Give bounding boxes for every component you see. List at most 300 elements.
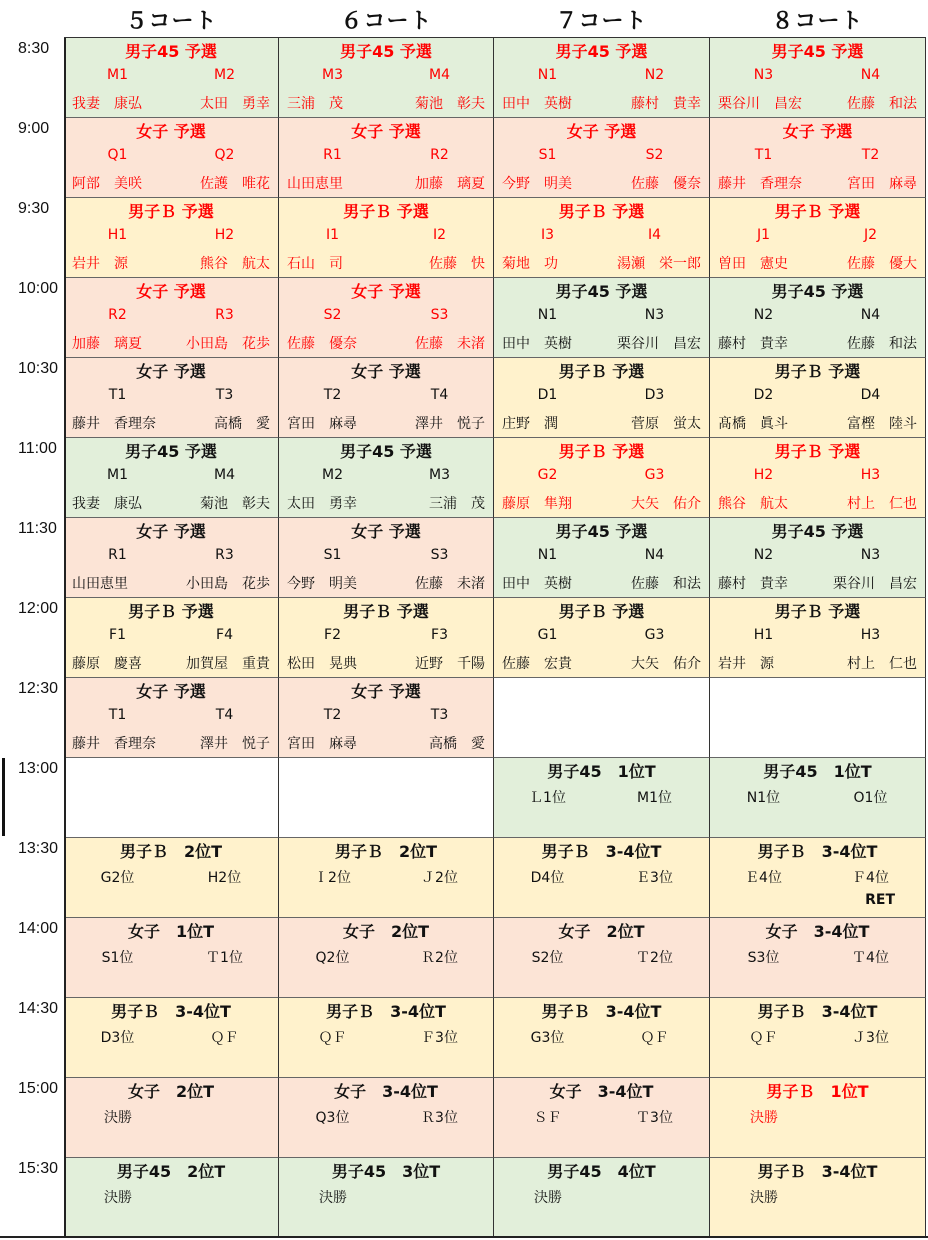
event-title: 女子 予選 xyxy=(351,362,421,381)
event-title: 女子 予選 xyxy=(136,682,206,701)
match-cell xyxy=(64,198,279,278)
match-cell xyxy=(494,358,710,438)
time-row xyxy=(0,1078,928,1158)
player-right: 小田島 花歩 xyxy=(186,576,270,592)
slot-right: H2 xyxy=(214,227,235,243)
time-row xyxy=(0,678,928,758)
slot-left: N2 xyxy=(753,307,774,323)
grid-top-border xyxy=(64,37,926,38)
player-left: 今野 明美 xyxy=(287,576,357,592)
event-title: 男子45 予選 xyxy=(555,282,648,301)
match-cell xyxy=(279,598,494,678)
player-left: 髙橋 眞斗 xyxy=(718,416,788,432)
slot-left: T1 xyxy=(754,147,773,163)
time-row xyxy=(0,198,928,278)
event-title: 男子Ｂ 予選 xyxy=(774,602,861,621)
slot-left: D4位 xyxy=(530,870,565,886)
court-title-5: ５コート xyxy=(125,9,218,34)
match-cell xyxy=(494,278,710,358)
match-cell xyxy=(710,1158,926,1238)
player-left: 庄野 潤 xyxy=(502,416,558,432)
player-left: 宮田 麻尋 xyxy=(287,416,357,432)
court-title-6: ６コート xyxy=(340,9,433,34)
slot-left: I3 xyxy=(540,227,555,243)
player-right: 藤村 貴幸 xyxy=(631,96,701,112)
match-cell xyxy=(494,678,710,758)
time-row xyxy=(0,118,928,198)
event-title: 男子45 2位T xyxy=(116,1162,226,1181)
slot-left: S2位 xyxy=(531,950,564,966)
time-label: 10:30 xyxy=(18,360,59,377)
player-left: 菊地 功 xyxy=(502,256,558,272)
slot-right: N3 xyxy=(644,307,665,323)
slot-right: O1位 xyxy=(853,790,888,806)
slot-left: S1位 xyxy=(101,950,134,966)
player-right: 高橋 愛 xyxy=(214,416,270,432)
event-title: 女子 3-4位T xyxy=(765,922,870,941)
slot-right: N4 xyxy=(644,547,665,563)
slot-right: G3 xyxy=(644,467,665,483)
match-cell xyxy=(710,678,926,758)
slot-right: D4 xyxy=(860,387,881,403)
slot-right: F3 xyxy=(431,627,448,643)
event-title: 男子Ｂ 3-4位T xyxy=(111,1002,231,1021)
player-left: 我妻 康弘 xyxy=(72,496,142,512)
player-right: 大矢 佑介 xyxy=(631,496,701,512)
event-title: 女子 予選 xyxy=(351,122,421,141)
match-cell xyxy=(64,1158,279,1238)
slot-left: M1 xyxy=(107,467,128,483)
slot-right: Ｒ3位 xyxy=(421,1110,458,1126)
player-right: 澤井 悦子 xyxy=(415,416,485,432)
player-right: 佐藤 未渚 xyxy=(415,336,485,352)
time-label: 10:00 xyxy=(18,280,59,297)
slot-right: Ｔ2位 xyxy=(636,950,673,966)
match-cell xyxy=(710,438,926,518)
event-title: 女子 予選 xyxy=(136,362,206,381)
time-label: 13:30 xyxy=(18,840,59,857)
player-right: 高橋 愛 xyxy=(429,736,485,752)
match-cell xyxy=(279,438,494,518)
slot-left: Q2位 xyxy=(315,950,350,966)
match-cell xyxy=(279,918,494,998)
time-label: 12:00 xyxy=(18,600,59,617)
time-label: 15:30 xyxy=(18,1160,59,1177)
event-title: 女子 予選 xyxy=(136,522,206,541)
match-cell xyxy=(710,918,926,998)
time-row xyxy=(0,998,928,1078)
player-right: 太田 勇幸 xyxy=(200,96,270,112)
match-cell xyxy=(710,518,926,598)
slot-right: T4 xyxy=(215,707,234,723)
slot-right: T3 xyxy=(215,387,234,403)
grid-left-border xyxy=(64,38,66,1238)
event-title: 男子Ｂ 予選 xyxy=(774,362,861,381)
event-title: 女子 2位T xyxy=(127,1082,215,1101)
retire-label: RET xyxy=(865,892,895,908)
slot-left: F1 xyxy=(109,627,126,643)
match-cell xyxy=(710,758,926,838)
slot-right: M1位 xyxy=(637,790,672,806)
time-label: 14:30 xyxy=(18,1000,59,1017)
slot-right: T3 xyxy=(430,707,449,723)
event-title: 女子 3-4位T xyxy=(334,1082,438,1101)
match-cell xyxy=(710,1078,926,1158)
slot-right: Ｅ3位 xyxy=(636,870,673,886)
slot-left: R1 xyxy=(323,147,342,163)
slot-right: S3 xyxy=(430,547,449,563)
match-cell xyxy=(64,598,279,678)
player-right: 栗谷川 昌宏 xyxy=(833,576,917,592)
player-left: 佐藤 優奈 xyxy=(287,336,357,352)
event-title: 男子Ｂ 予選 xyxy=(558,442,645,461)
event-title: 男子45 予選 xyxy=(340,42,432,61)
match-cell xyxy=(64,118,279,198)
player-right: 菊池 彰夫 xyxy=(415,96,485,112)
match-cell xyxy=(710,278,926,358)
slot-right: I4 xyxy=(647,227,662,243)
event-title: 男子45 予選 xyxy=(125,442,217,461)
match-cell xyxy=(279,358,494,438)
player-right: 村上 仁也 xyxy=(847,496,917,512)
time-label: 14:00 xyxy=(18,920,59,937)
player-right: 菊池 彰夫 xyxy=(200,496,270,512)
match-cell xyxy=(710,598,926,678)
match-cell xyxy=(64,1078,279,1158)
match-cell xyxy=(64,758,279,838)
player-left: 栗谷川 昌宏 xyxy=(718,96,802,112)
final-label: 決勝 xyxy=(750,1190,778,1206)
slot-left: D2 xyxy=(753,387,774,403)
match-cell xyxy=(64,278,279,358)
player-left: 熊谷 航太 xyxy=(718,496,788,512)
slot-right: T4 xyxy=(430,387,449,403)
match-cell xyxy=(710,38,926,118)
match-cell xyxy=(64,38,279,118)
player-right: 佐藤 未渚 xyxy=(415,576,485,592)
player-right: 三浦 茂 xyxy=(429,496,485,512)
event-title: 男子Ｂ 3-4位T xyxy=(757,842,878,861)
slot-left: ＱＦ xyxy=(318,1030,347,1046)
match-cell xyxy=(494,518,710,598)
event-title: 男子Ｂ 2位T xyxy=(119,842,223,861)
event-title: 女子 予選 xyxy=(351,282,421,301)
slot-left: F2 xyxy=(324,627,341,643)
player-right: 湯瀬 栄一郎 xyxy=(617,256,701,272)
match-cell xyxy=(710,198,926,278)
slot-right: M4 xyxy=(214,467,235,483)
slot-right: Ｊ2位 xyxy=(421,870,458,886)
match-cell xyxy=(64,438,279,518)
match-cell xyxy=(710,118,926,198)
event-title: 女子 予選 xyxy=(566,122,637,141)
match-cell xyxy=(64,678,279,758)
player-right: 富樫 陸斗 xyxy=(847,416,917,432)
slot-right: ＱＦ xyxy=(210,1030,239,1046)
event-title: 女子 予選 xyxy=(351,682,421,701)
slot-left: D3位 xyxy=(100,1030,135,1046)
slot-right: M2 xyxy=(214,67,235,83)
slot-left: M2 xyxy=(322,467,343,483)
time-label: 11:30 xyxy=(18,520,57,537)
event-title: 女子 1位T xyxy=(127,922,215,941)
slot-left: J1 xyxy=(756,227,771,243)
slot-left: Q3位 xyxy=(315,1110,350,1126)
player-right: 宮田 麻尋 xyxy=(847,176,917,192)
slot-left: N1 xyxy=(537,547,558,563)
slot-right: M3 xyxy=(429,467,450,483)
slot-left: R1 xyxy=(108,547,127,563)
event-title: 男子Ｂ 予選 xyxy=(558,602,645,621)
player-left: 松田 晃典 xyxy=(287,656,357,672)
time-row xyxy=(0,518,928,598)
event-title: 男子45 予選 xyxy=(771,42,864,61)
player-right: 大矢 佑介 xyxy=(631,656,701,672)
slot-right: R3 xyxy=(215,547,234,563)
match-cell xyxy=(279,758,494,838)
player-right: 加藤 璃夏 xyxy=(415,176,485,192)
time-row xyxy=(0,1158,928,1238)
event-title: 男子Ｂ 予選 xyxy=(128,602,214,621)
time-row xyxy=(0,918,928,998)
slot-left: S1 xyxy=(323,547,342,563)
court-title-8: ８コート xyxy=(771,9,864,34)
slot-right: ＱＦ xyxy=(640,1030,669,1046)
slot-left: ＳＦ xyxy=(533,1110,562,1126)
match-cell xyxy=(494,918,710,998)
slot-left: D1 xyxy=(537,387,558,403)
player-right: 佐藤 快 xyxy=(429,256,485,272)
player-right: 佐藤 和法 xyxy=(631,576,701,592)
player-left: 我妻 康弘 xyxy=(72,96,142,112)
event-title: 男子Ｂ 3-4位T xyxy=(541,1002,662,1021)
player-right: 佐藤 優大 xyxy=(847,256,917,272)
event-title: 男子Ｂ 予選 xyxy=(128,202,214,221)
player-right: 村上 仁也 xyxy=(847,656,917,672)
slot-right: Ｔ3位 xyxy=(636,1110,673,1126)
court-header xyxy=(0,0,928,38)
player-left: 藤井 香理奈 xyxy=(718,176,802,192)
event-title: 男子45 1位T xyxy=(547,762,656,781)
slot-right: Ｆ4位 xyxy=(852,870,889,886)
player-left: 藤原 慶喜 xyxy=(72,656,142,672)
event-title: 男子Ｂ 1位T xyxy=(766,1082,869,1101)
slot-left: H1 xyxy=(753,627,774,643)
event-title: 男子Ｂ 3-4位T xyxy=(757,1162,878,1181)
grid-bottom-border xyxy=(0,1236,928,1238)
event-title: 男子Ｂ 予選 xyxy=(558,202,645,221)
match-cell xyxy=(494,838,710,918)
player-left: 田中 英樹 xyxy=(502,336,572,352)
match-cell xyxy=(710,998,926,1078)
event-title: 男子45 3位T xyxy=(331,1162,441,1181)
match-cell xyxy=(279,998,494,1078)
slot-left: R2 xyxy=(108,307,127,323)
event-title: 男子45 予選 xyxy=(555,42,648,61)
player-left: 藤原 隼翔 xyxy=(502,496,572,512)
slot-right: H3 xyxy=(860,627,881,643)
player-left: 今野 明美 xyxy=(502,176,572,192)
match-cell xyxy=(279,1078,494,1158)
match-cell xyxy=(64,838,279,918)
match-cell xyxy=(64,918,279,998)
final-label: 決勝 xyxy=(750,1110,778,1126)
slot-right: G3 xyxy=(644,627,665,643)
slot-left: G1 xyxy=(537,627,558,643)
time-label: 9:30 xyxy=(18,200,50,217)
slot-left: T1 xyxy=(108,387,127,403)
slot-left: Q1 xyxy=(107,147,128,163)
slot-left: N2 xyxy=(753,547,774,563)
slot-left: Ｉ2位 xyxy=(314,870,351,886)
event-title: 女子 3-4位T xyxy=(549,1082,654,1101)
time-row xyxy=(0,438,928,518)
slot-right: Ｔ4位 xyxy=(852,950,889,966)
slot-left: G2 xyxy=(537,467,558,483)
slot-right: F4 xyxy=(216,627,233,643)
slot-right: S2 xyxy=(645,147,664,163)
match-cell xyxy=(494,1158,710,1238)
time-label: 15:00 xyxy=(18,1080,59,1097)
event-title: 男子Ｂ 予選 xyxy=(343,202,429,221)
player-left: 三浦 茂 xyxy=(287,96,343,112)
time-row xyxy=(0,278,928,358)
time-label: 11:00 xyxy=(18,440,57,457)
event-title: 男子Ｂ 予選 xyxy=(343,602,429,621)
slot-right: Q2 xyxy=(214,147,235,163)
slot-right: N4 xyxy=(860,307,881,323)
slot-right: S3 xyxy=(430,307,449,323)
event-title: 女子 予選 xyxy=(782,122,853,141)
slot-left: M3 xyxy=(322,67,343,83)
time-label: 12:30 xyxy=(18,680,59,697)
court-title-7: ７コート xyxy=(555,9,648,34)
event-title: 男子45 4位T xyxy=(547,1162,656,1181)
player-right: 佐藤 和法 xyxy=(847,96,917,112)
event-title: 男子Ｂ 3-4位T xyxy=(326,1002,446,1021)
player-right: 加賀屋 重貴 xyxy=(186,656,270,672)
match-cell xyxy=(64,518,279,598)
slot-right: I2 xyxy=(432,227,447,243)
player-right: 近野 千陽 xyxy=(415,656,485,672)
time-row xyxy=(0,38,928,118)
match-cell xyxy=(494,598,710,678)
slot-right: R3 xyxy=(215,307,234,323)
event-title: 男子45 予選 xyxy=(771,522,864,541)
player-left: 田中 英樹 xyxy=(502,576,572,592)
match-cell xyxy=(279,38,494,118)
match-cell xyxy=(279,118,494,198)
event-title: 男子Ｂ 予選 xyxy=(774,442,861,461)
match-cell xyxy=(64,358,279,438)
match-cell xyxy=(279,278,494,358)
event-title: 男子Ｂ 予選 xyxy=(558,362,645,381)
event-title: 男子45 予選 xyxy=(555,522,648,541)
player-left: 藤村 貴幸 xyxy=(718,336,788,352)
slot-right: R2 xyxy=(430,147,449,163)
player-left: 藤井 香理奈 xyxy=(72,416,156,432)
player-right: 栗谷川 昌宏 xyxy=(617,336,701,352)
player-right: 熊谷 航太 xyxy=(200,256,270,272)
match-cell xyxy=(494,118,710,198)
event-title: 女子 2位T xyxy=(558,922,645,941)
slot-right: H3 xyxy=(860,467,881,483)
final-label: 決勝 xyxy=(104,1190,132,1206)
slot-left: N3 xyxy=(753,67,774,83)
slot-left: ＱＦ xyxy=(749,1030,778,1046)
match-cell xyxy=(279,518,494,598)
slot-left: G3位 xyxy=(530,1030,565,1046)
time-row xyxy=(0,758,928,838)
player-right: 佐藤 優奈 xyxy=(631,176,701,192)
event-title: 男子45 予選 xyxy=(340,442,432,461)
slot-right: D3 xyxy=(644,387,665,403)
player-left: 佐藤 宏貴 xyxy=(502,656,572,672)
slot-left: T2 xyxy=(323,707,342,723)
slot-left: I1 xyxy=(325,227,340,243)
event-title: 女子 予選 xyxy=(351,522,421,541)
time-row xyxy=(0,598,928,678)
slot-right: N3 xyxy=(860,547,881,563)
event-title: 男子45 予選 xyxy=(125,42,217,61)
time-label: 13:00 xyxy=(18,760,59,777)
slot-right: T2 xyxy=(861,147,880,163)
event-title: 男子Ｂ 予選 xyxy=(774,202,861,221)
player-left: 阿部 美咲 xyxy=(72,176,142,192)
final-label: 決勝 xyxy=(319,1190,347,1206)
player-right: 佐藤 和法 xyxy=(847,336,917,352)
slot-left: S2 xyxy=(323,307,342,323)
slot-left: Ｅ4位 xyxy=(745,870,782,886)
match-cell xyxy=(279,198,494,278)
match-cell xyxy=(494,38,710,118)
time-marker-bar xyxy=(2,758,5,836)
player-left: 岩井 源 xyxy=(72,256,128,272)
slot-left: H2 xyxy=(753,467,774,483)
player-left: 石山 司 xyxy=(287,256,343,272)
event-title: 女子 予選 xyxy=(136,282,206,301)
slot-right: Ｔ1位 xyxy=(206,950,243,966)
player-right: 小田島 花歩 xyxy=(186,336,270,352)
match-cell xyxy=(710,838,926,918)
player-left: 岩井 源 xyxy=(718,656,774,672)
event-title: 男子45 予選 xyxy=(771,282,864,301)
event-title: 男子Ｂ 3-4位T xyxy=(757,1002,878,1021)
slot-right: M4 xyxy=(429,67,450,83)
slot-right: H2位 xyxy=(207,870,242,886)
player-left: 山田恵里 xyxy=(287,176,343,192)
match-cell xyxy=(494,758,710,838)
match-cell xyxy=(494,198,710,278)
slot-left: S3位 xyxy=(747,950,780,966)
time-label: 9:00 xyxy=(18,120,50,137)
player-left: 藤井 香理奈 xyxy=(72,736,156,752)
player-left: 田中 英樹 xyxy=(502,96,572,112)
slot-left: T2 xyxy=(323,387,342,403)
player-left: 山田恵里 xyxy=(72,576,128,592)
slot-right: Ｆ3位 xyxy=(421,1030,458,1046)
time-row xyxy=(0,358,928,438)
event-title: 女子 予選 xyxy=(136,122,206,141)
player-left: 宮田 麻尋 xyxy=(287,736,357,752)
event-title: 男子Ｂ 3-4位T xyxy=(541,842,662,861)
slot-right: N2 xyxy=(644,67,665,83)
player-left: 太田 勇幸 xyxy=(287,496,357,512)
slot-left: H1 xyxy=(107,227,128,243)
player-right: 菅原 蛍太 xyxy=(631,416,701,432)
slot-left: T1 xyxy=(108,707,127,723)
match-cell xyxy=(279,678,494,758)
